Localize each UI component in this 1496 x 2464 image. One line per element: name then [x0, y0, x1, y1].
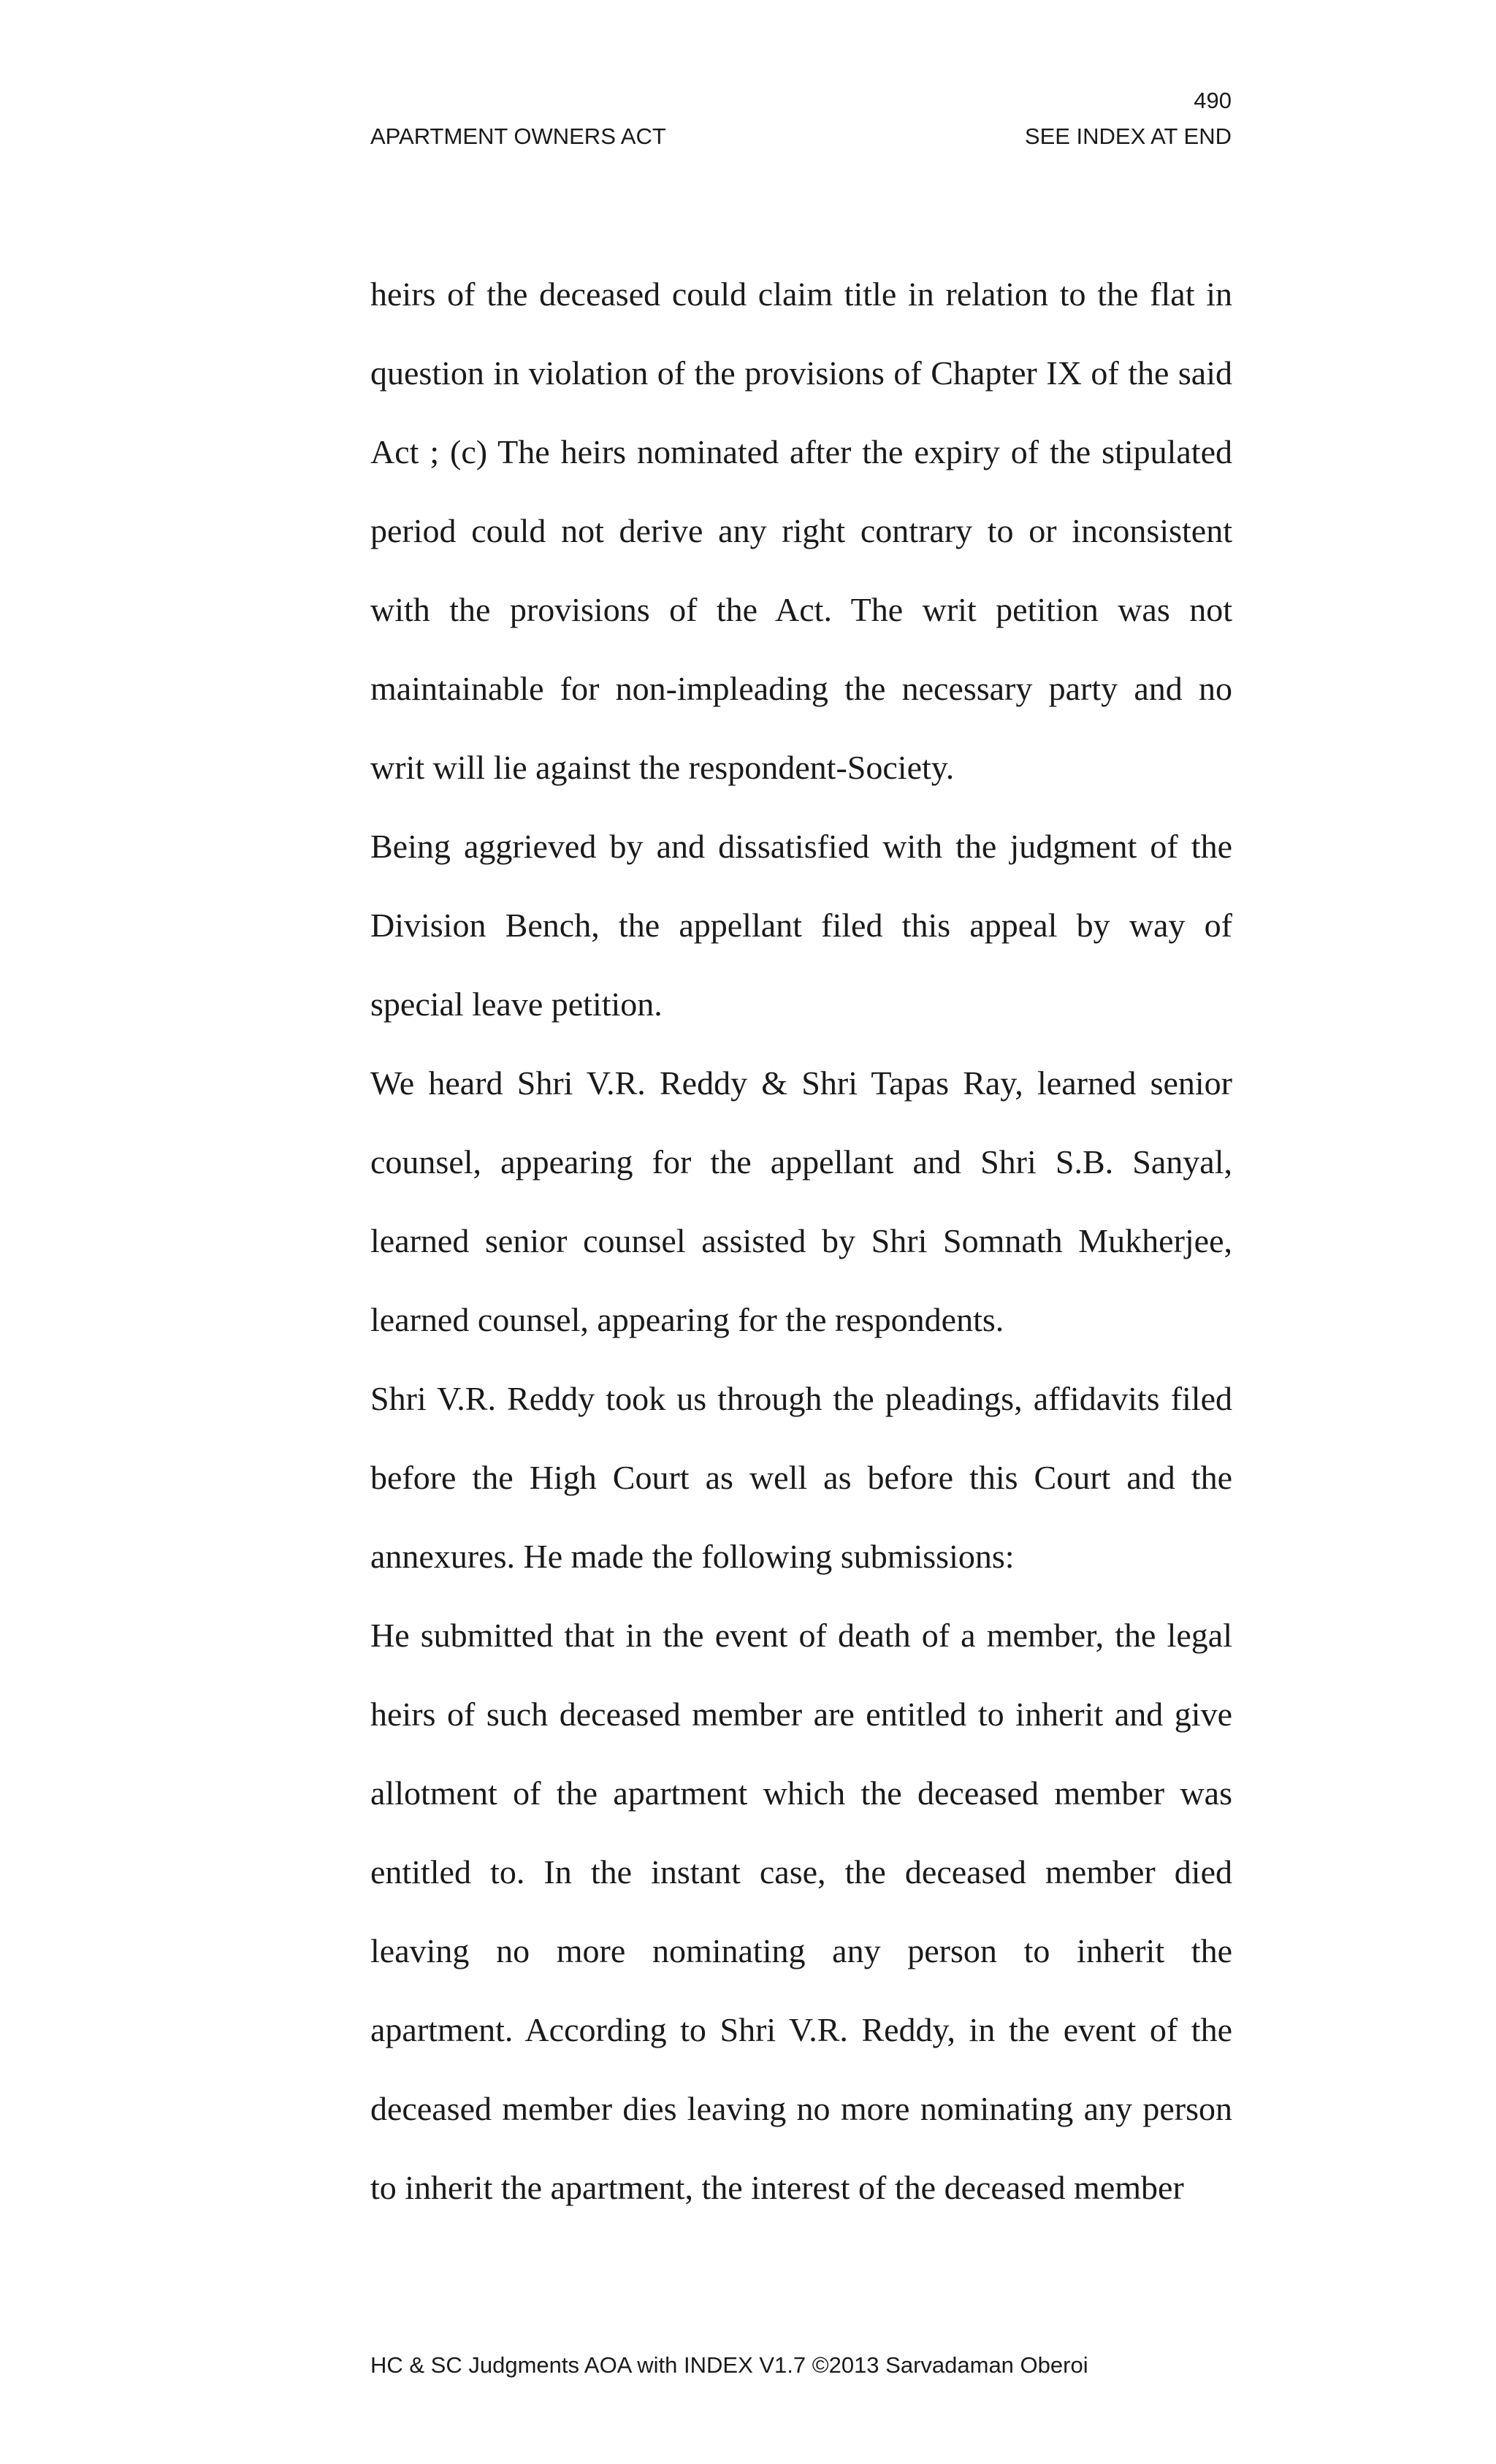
paragraph-1: heirs of the deceased could claim title in relation to the flat in question in violation of the provisions of Chapter IX of the said Act ; (c) The heirs nominated after the expiry of the stipulated period could not derive any right contrary to or inconsistent with the provisions of the Act. The writ petition was not maintainable for non-impleading the necessary party and no writ will lie against the respondent-Society.: [370, 275, 1232, 786]
page-number: 490: [1194, 88, 1232, 113]
running-head-title: APARTMENT OWNERS ACT: [370, 123, 666, 149]
document-body: [370, 255, 1232, 2227]
paragraph-5: He submitted that in the event of death of a member, the legal heirs of such deceased member are entitled to inherit and give allotment of the apartment which the deceased member was entitled to. In the instant case, the deceased member died leaving no more nominating any person to inherit the apartment. According to Shri V.R. Reddy, in the event of the deceased member dies leaving no more nominating any person to inherit the apartment, the interest of the deceased member: [370, 1617, 1232, 2206]
page-footer: HC & SC Judgments AOA with INDEX V1.7 ©2013 Sarvadaman Oberoi: [370, 2352, 1088, 2378]
paragraph-2: Being aggrieved by and dissatisfied with the judgment of the Division Bench, the appellant filed this appeal by way of special leave petition.: [370, 828, 1232, 1023]
paragraph-4: Shri V.R. Reddy took us through the pleadings, affidavits filed before the High Court as well as before this Court and the annexures. He made the following submissions:: [370, 1380, 1232, 1575]
running-head-index-note: SEE INDEX AT END: [1024, 123, 1232, 149]
paragraph-3: We heard Shri V.R. Reddy & Shri Tapas Ray, learned senior counsel, appearing for the appellant and Shri S.B. Sanyal, learned senior counsel assisted by Shri Somnath Mukherjee, learned counsel, appearing for the respondents.: [370, 1064, 1232, 1338]
